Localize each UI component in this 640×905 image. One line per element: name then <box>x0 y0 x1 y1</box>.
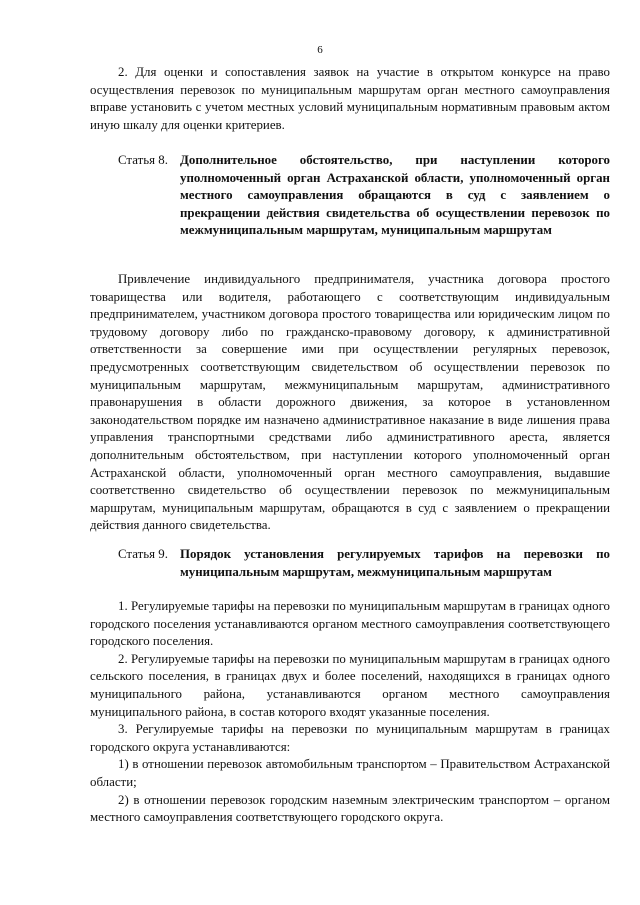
paragraph: 3. Регулируемые тарифы на перевозки по муниципальным маршрутам в границах городского округа устанавливаются: <box>90 722 610 754</box>
article-9-body <box>90 598 610 827</box>
paragraph: 2. Регулируемые тарифы на перевозки по муниципальным маршрутам в границах одного сельского поселения, в границах двух и более поселений, находящихся в границах одного муниципального района, устанавливаются органом местного самоуправления муниципального района, в состав которого входят указанные поселения. <box>90 651 610 719</box>
article-label: Статья 8. <box>118 153 168 167</box>
list-item: 2) в отношении перевозок городским наземным электрическим транспортом – органом местного самоуправления соответствующего городского округа. <box>90 792 610 825</box>
article-9-heading <box>118 546 610 581</box>
article-label: Статья 9. <box>118 547 168 561</box>
article-8-body <box>90 271 610 535</box>
section-1 <box>90 64 610 134</box>
paragraph: 2. Для оценки и сопоставления заявок на участие в открытом конкурсе на право осуществления перевозок по муниципальным маршрутам орган местного самоуправления вправе установить с учетом местных условий муниципальным нормативным правовым актом иную шкалу для оценки критериев. <box>90 65 610 132</box>
article-8-heading <box>118 152 610 240</box>
paragraph: Привлечение индивидуального предпринимателя, участника договора простого товарищества или водителя, работающего с соответствующим индивидуальным предпринимателем, участником договора простого товарищества или юридическим лицом по трудовому договору либо по гражданско-правовому договору, к административной ответственности за совершение ими при осуществлении регулярных перевозок, предусмотренных соответствующим свидетельством об осуществлении перевозок по муниципальным маршрутам, межмуниципальным маршрутам, административного правонарушения в области дорожного движения, за которое в установленном законодательством порядке им назначено административное наказание в виде лишения права управления транспортными средствами либо административного ареста, является дополнительным обстоятельством, при наступлении которого уполномоченный орган Астраханской области, уполномоченный орган местного самоуправления, выдавшие соответственно свидетельство об осуществлении перевозок по межмуниципальным маршрутам, муниципальным маршрутам, обращаются в суд с заявлением о прекращении действия данного свидетельства. <box>90 272 610 533</box>
list-item: 1) в отношении перевозок автомобильным транспортом – Правительством Астраханской области; <box>90 757 610 789</box>
article-title: Порядок установления регулируемых тарифов на перевозки по муниципальным маршрутам, межмуниципальным маршрутам <box>180 547 610 579</box>
paragraph: 1. Регулируемые тарифы на перевозки по муниципальным маршрутам в границах одного городского поселения устанавливаются органом местного самоуправления соответствующего городского поселения. <box>90 599 610 649</box>
page-number: 6 <box>317 44 323 56</box>
article-title: Дополнительное обстоятельство, при наступлении которого уполномоченный орган Астраханской области, уполномоченный орган местного самоуправления обращаются в суд с заявлением о прекращении действия свидетельства об осуществлении перевозок по межмуниципальным маршрутам, муниципальным маршрутам <box>180 153 610 238</box>
